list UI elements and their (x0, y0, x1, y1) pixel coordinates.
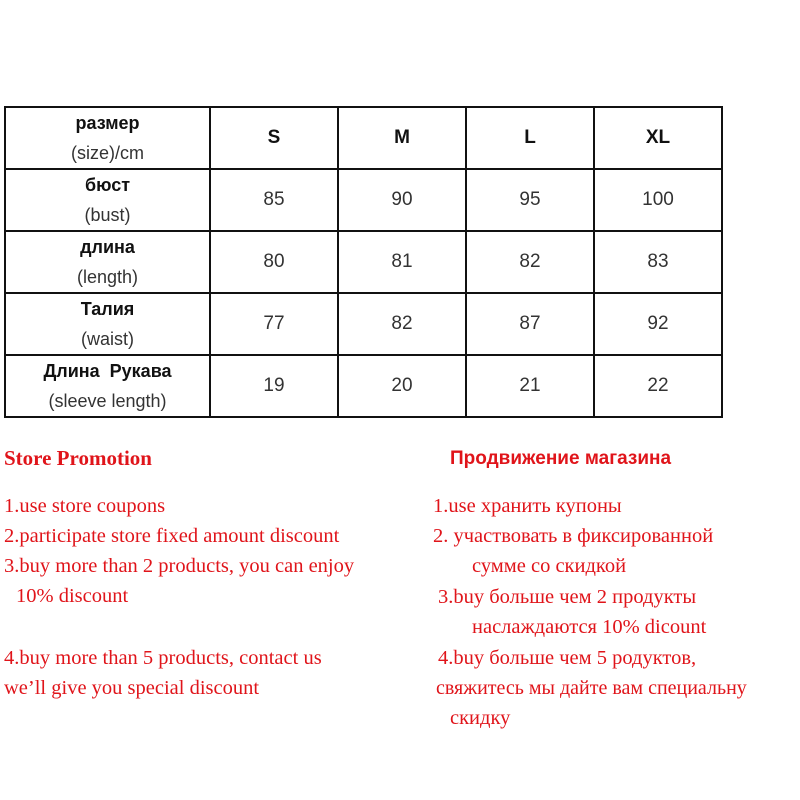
table-cell: 20 (338, 355, 466, 417)
promo-line-en: 3.buy more than 2 products, you can enjoy (4, 555, 355, 577)
row-header-cell (5, 355, 210, 417)
row-label-ru: длина (80, 237, 135, 257)
row-label-ru: Талия (80, 299, 135, 319)
row-label-ru: бюст (84, 175, 131, 195)
table-cell: 92 (594, 293, 722, 355)
promo-line-en: 2.participate store fixed amount discount (4, 525, 340, 547)
table-cell: 21 (466, 355, 594, 417)
promo-line-ru: 3.buy больше чем 2 продукты (438, 586, 697, 608)
table-cell: 87 (466, 293, 594, 355)
promo-line-en: 1.use store coupons (4, 495, 166, 517)
row-header-cell (5, 107, 210, 169)
promotion-title-ru: Продвижение магазина (450, 448, 672, 469)
promo-line-ru: 2. участвовать в фиксированной (433, 525, 714, 547)
size-label-en: (size)/cm (71, 143, 144, 163)
row-header-cell (5, 293, 210, 355)
size-header-s: S (210, 107, 338, 169)
size-header-m: M (338, 107, 466, 169)
table-cell: 90 (338, 169, 466, 231)
row-label-en: (bust) (84, 205, 131, 225)
row-header-cell (5, 169, 210, 231)
table-cell: 83 (594, 231, 722, 293)
row-header-cell (5, 231, 210, 293)
table-cell: 85 (210, 169, 338, 231)
table-cell: 22 (594, 355, 722, 417)
promo-line-ru: свяжитесь мы дайте вам специальну (436, 677, 747, 699)
table-cell: 82 (338, 293, 466, 355)
table-cell: 19 (210, 355, 338, 417)
size-chart-table (4, 106, 723, 418)
table-row-sleeve-length (5, 355, 722, 417)
promo-line-ru: сумме со скидкой (472, 555, 627, 577)
row-label-en: (sleeve length) (48, 391, 167, 411)
table-cell: 81 (338, 231, 466, 293)
promo-line-ru: скидку (450, 707, 511, 729)
promotion-title-en: Store Promotion (4, 446, 152, 470)
table-row-waist (5, 293, 722, 355)
size-label-ru: размер (75, 113, 140, 133)
table-cell: 80 (210, 231, 338, 293)
promo-line-en: we’ll give you special discount (4, 677, 260, 699)
table-header-row (5, 107, 722, 169)
table-cell: 95 (466, 169, 594, 231)
promo-line-ru: наслаждаются 10% dicount (472, 616, 707, 638)
size-header-l: L (466, 107, 594, 169)
promo-line-en: 10% discount (16, 585, 129, 607)
promo-line-ru: 4.buy больше чем 5 родуктов, (438, 647, 697, 669)
table-row-bust (5, 169, 722, 231)
table-cell: 77 (210, 293, 338, 355)
table-row-length (5, 231, 722, 293)
row-label-ru: Длина Рукава (43, 361, 172, 381)
table-cell: 82 (466, 231, 594, 293)
size-header-xl: XL (594, 107, 722, 169)
row-label-en: (length) (76, 267, 139, 287)
row-label-en: (waist) (81, 329, 134, 349)
promo-line-en: 4.buy more than 5 products, contact us (4, 647, 322, 669)
table-cell: 100 (594, 169, 722, 231)
promo-line-ru: 1.use хранить купоны (433, 495, 622, 517)
